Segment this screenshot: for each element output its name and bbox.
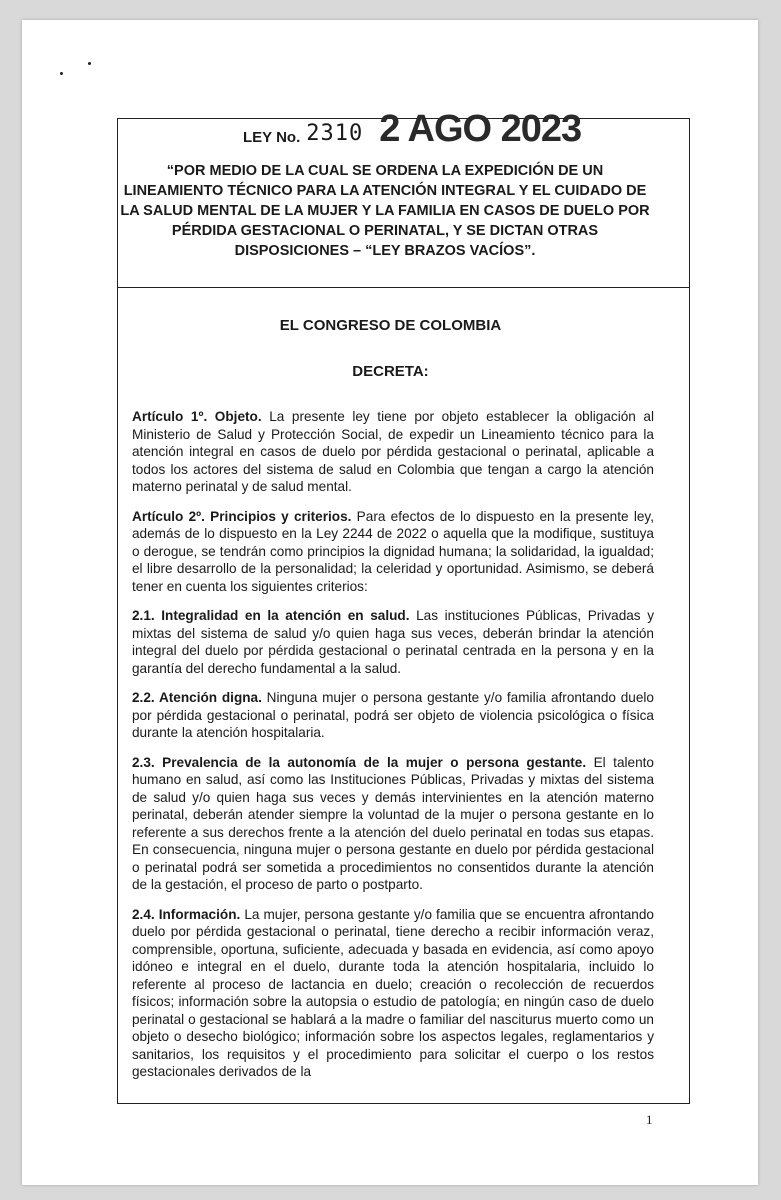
page-number: 1 (646, 1112, 653, 1127)
law-number: 2310 (306, 121, 364, 146)
date-stamp: 2 AGO 2023 (379, 108, 582, 150)
decreta-heading: DECRETA: (352, 363, 429, 380)
law-title: “POR MEDIO DE LA CUAL SE ORDENA LA EXPEDICIÓN DE UN LINEAMIENTO TÉCNICO PARA LA ATENCIÓN INTEGRAL Y EL CUIDADO DE LA SALUD MENTAL DE LA MUJER Y LA FAMILIA EN CASOS DE DUELO POR PÉRDIDA GESTACIONAL O PERINATAL, Y SE DICTAN OTRAS DISPOSICIONES – “LEY BRAZOS VACÍOS”. (120, 163, 650, 259)
article-text: La presente ley tiene por objeto establecer la obligación al Ministerio de Salud y Protección Social, de expedir un Lineamiento técnico para la atención integral en casos de duelo por pérdida gestacional o perinatal, aplicable a todos los actores del sistema de salud en Colombia que tengan a cargo la atención materno perinatal y de salud mental. (132, 409, 654, 494)
congress-heading: EL CONGRESO DE COLOMBIA (279, 317, 502, 334)
article-heading: 2.3. Prevalencia de la autonomía de la mujer o persona gestante. (132, 754, 587, 770)
article-text: La mujer, persona gestante y/o familia que se encuentra afrontando duelo por pérdida gestacional o perinatal, tiene derecho a recibir información veraz, comprensible, oportuna, suficiente, adecuada y basada en evidencia, así como apoyo idóneo e integral en el duelo, durante toda la atención hospitalaria, incluido lo referente al proceso de lactancia en duelo; creación o recolección de recuerdos físicos; información sobre la autopsia o estudio de patología; en ningún caso de duelo perinatal o gestacional se hablará a la madre o familiar del nasciturus muerto como un objeto o desecho biológico; información sobre los aspectos legales, reglamentarios y sanitarios, los requisitos y el procedimiento para solicitar el cuerpo o los restos gestacionales derivados de la (132, 906, 654, 1079)
scan-speck (88, 62, 91, 65)
article-paragraph (132, 689, 654, 742)
law-label: LEY No. (243, 129, 301, 146)
article-text: Para efectos de lo dispuesto en la presente ley, además de lo dispuesto en la Ley 2244 de 2022 o aquella que la modifique, sustituya o derogue, se tendrán como principios la dignidad humana; la solidaridad, la igualdad; el libre desarrollo de la personalidad; la celeridad y oportunidad. Asimismo, se deberá tener en cuenta los siguientes criterios: (132, 508, 654, 594)
article-heading: 2.1. Integralidad en la atención en salud. (132, 608, 410, 623)
article-heading: 2.2. Atención digna. (132, 690, 262, 705)
article-paragraph (132, 607, 654, 677)
law-number-line (243, 108, 582, 150)
article-paragraph (132, 906, 654, 1081)
scan-speck (60, 72, 63, 75)
article-heading: Artículo 2º. Principios y criterios. (132, 508, 352, 524)
article-text: Las instituciones Públicas, Privadas y mixtas del sistema de salud y/o quien haga sus veces, deberán brindar la atención integral del duelo por pérdida gestacional o perinatal centrada en la persona y en la garantía del derecho fundamental a la salud. (132, 608, 654, 676)
header-separator (118, 287, 689, 288)
article-heading: Artículo 1º. Objeto. (132, 409, 262, 424)
article-text: Ninguna mujer o persona gestante y/o familia afrontando duelo por pérdida gestacional o perinatal, podrá ser objeto de violencia psicológica o física durante la atención hospitalaria. (132, 690, 654, 740)
articles-body (132, 408, 654, 1093)
article-paragraph (132, 754, 654, 894)
article-paragraph (132, 408, 654, 496)
article-text: El talento humano en salud, así como las Instituciones Públicas, Privadas y mixtas del sistema de salud y/o quien haga sus veces y demás intervinientes en la atención materno perinatal, deberán atender siempre la voluntad de la mujer o persona gestante en lo referente a sus derechos frente a la atención del duelo perinatal en todas sus etapas. En consecuencia, ninguna mujer o persona gestante en duelo por pérdida gestacional o perinatal podrá ser sometida a procedimientos no consentidos durante la atención de la gestación, el proceso de parto o postparto. (132, 754, 654, 892)
article-heading: 2.4. Información. (132, 906, 241, 922)
article-paragraph (132, 508, 654, 596)
